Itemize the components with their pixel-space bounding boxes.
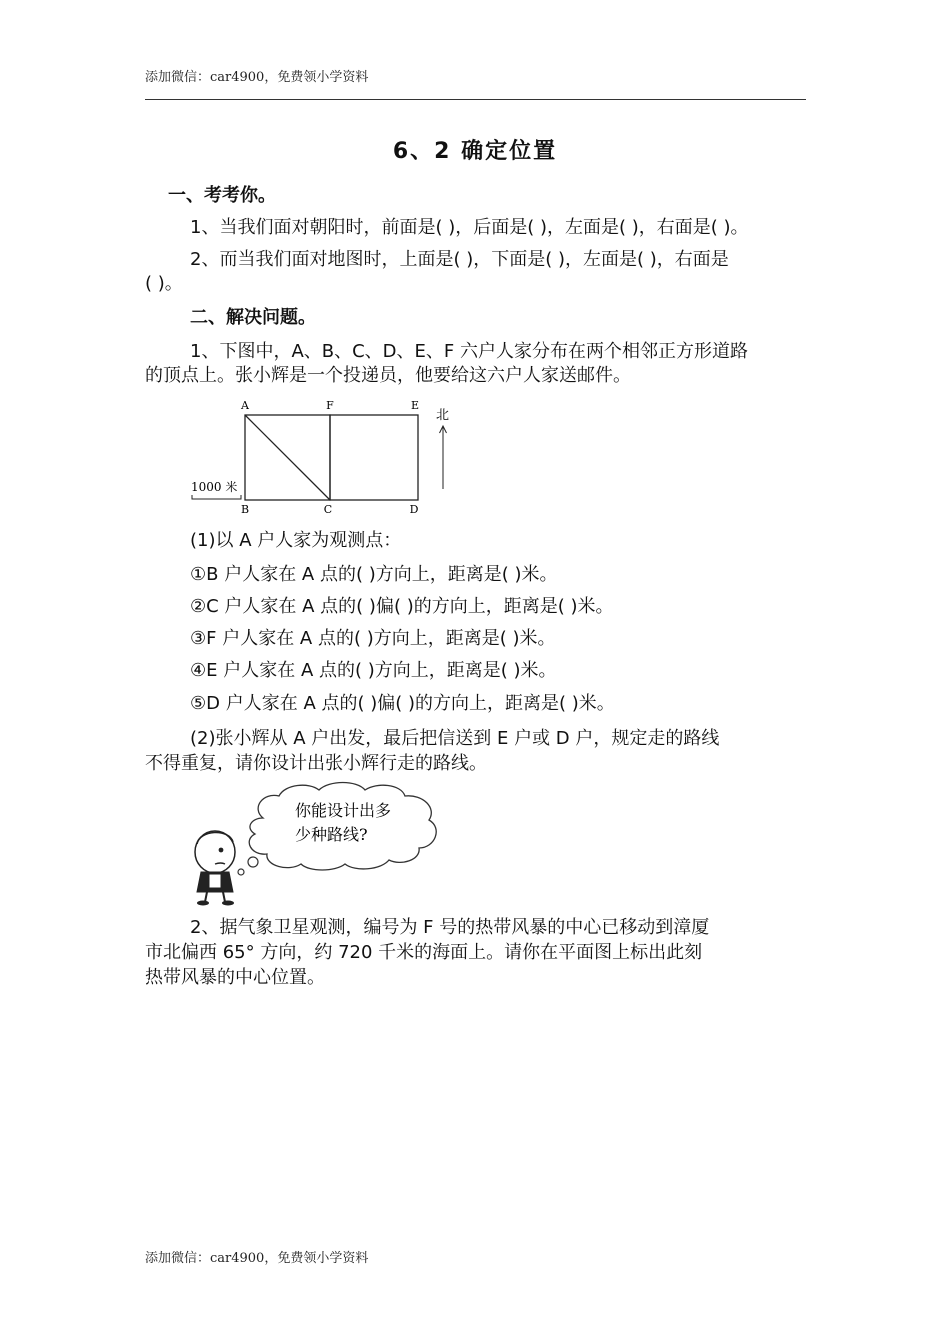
bubble-text-line1: 你能设计出多	[295, 801, 392, 820]
label-B: B	[240, 503, 250, 516]
boy-figure	[195, 831, 235, 906]
scale-bar	[192, 495, 241, 499]
diagonal-road	[245, 415, 330, 500]
label-A: A	[241, 399, 249, 412]
north-label: 北	[436, 408, 450, 423]
road-diagram	[185, 395, 465, 517]
item-3: ③F 户人家在 A 点的( )方向上，距离是( )米。	[190, 628, 556, 649]
bubble-dot-2	[238, 869, 244, 875]
cartoon-illustration	[185, 778, 455, 906]
bubble-text-line2: 少种路线?	[295, 825, 368, 844]
page-title: 6、2 确定位置	[392, 139, 558, 164]
problem-1-line2: 的顶点上。张小辉是一个投递员，他要给这六户人家送邮件。	[145, 365, 631, 386]
question-2-line2: ( )。	[145, 273, 183, 294]
boy-shoe-left	[197, 901, 209, 906]
footer-watermark: 添加微信：car4900，免费领小学资料	[145, 1251, 369, 1266]
boy-leg-right	[223, 892, 225, 902]
boy-eye	[219, 848, 224, 853]
problem-2-line2: 市北偏西 65° 方向，约 720 千米的海面上。请你在平面图上标出此刻	[145, 942, 703, 963]
section2-heading: 二、解决问题。	[190, 307, 316, 328]
problem-2-line1: 2、据气象卫星观测，编号为 F 号的热带风暴的中心已移动到漳厦	[190, 917, 710, 938]
label-E: E	[410, 399, 420, 412]
label-C: C	[323, 503, 333, 516]
problem-2-line3: 热带风暴的中心位置。	[145, 967, 325, 988]
label-D: D	[409, 503, 419, 516]
item-4: ④E 户人家在 A 点的( )方向上，距离是( )米。	[190, 660, 557, 681]
part1-intro: (1)以 A 户人家为观测点：	[190, 530, 402, 551]
section1-heading: 一、考考你。	[168, 185, 276, 206]
item-5: ⑤D 户人家在 A 点的( )偏( )的方向上，距离是( )米。	[190, 693, 615, 714]
item-2: ②C 户人家在 A 点的( )偏( )的方向上，距离是( )米。	[190, 596, 614, 617]
item-1: ①B 户人家在 A 点的( )方向上，距离是( )米。	[190, 564, 558, 585]
scale-label: 1000 米	[191, 480, 238, 494]
problem-1-line1: 1、下图中，A、B、C、D、E、F 六户人家分布在两个相邻正方形道路	[190, 341, 748, 362]
square-right	[330, 415, 418, 500]
part2-line1: (2)张小辉从 A 户出发，最后把信送到 E 户或 D 户，规定走的路线	[190, 728, 720, 749]
question-2-line1: 2、而当我们面对地图时，上面是( )，下面是( )，左面是( )，右面是	[190, 249, 729, 270]
boy-leg-left	[205, 892, 207, 902]
boy-shoe-right	[222, 901, 234, 906]
header-watermark: 添加微信：car4900，免费领小学资料	[145, 70, 369, 85]
bubble-dot-1	[248, 857, 258, 867]
boy-shirt	[209, 874, 221, 888]
label-F: F	[326, 399, 334, 412]
question-1: 1、当我们面对朝阳时，前面是( )，后面是( )，左面是( )，右面是( )。	[190, 217, 749, 238]
header-rule	[145, 99, 806, 100]
part2-line2: 不得重复，请你设计出张小辉行走的路线。	[145, 753, 487, 774]
